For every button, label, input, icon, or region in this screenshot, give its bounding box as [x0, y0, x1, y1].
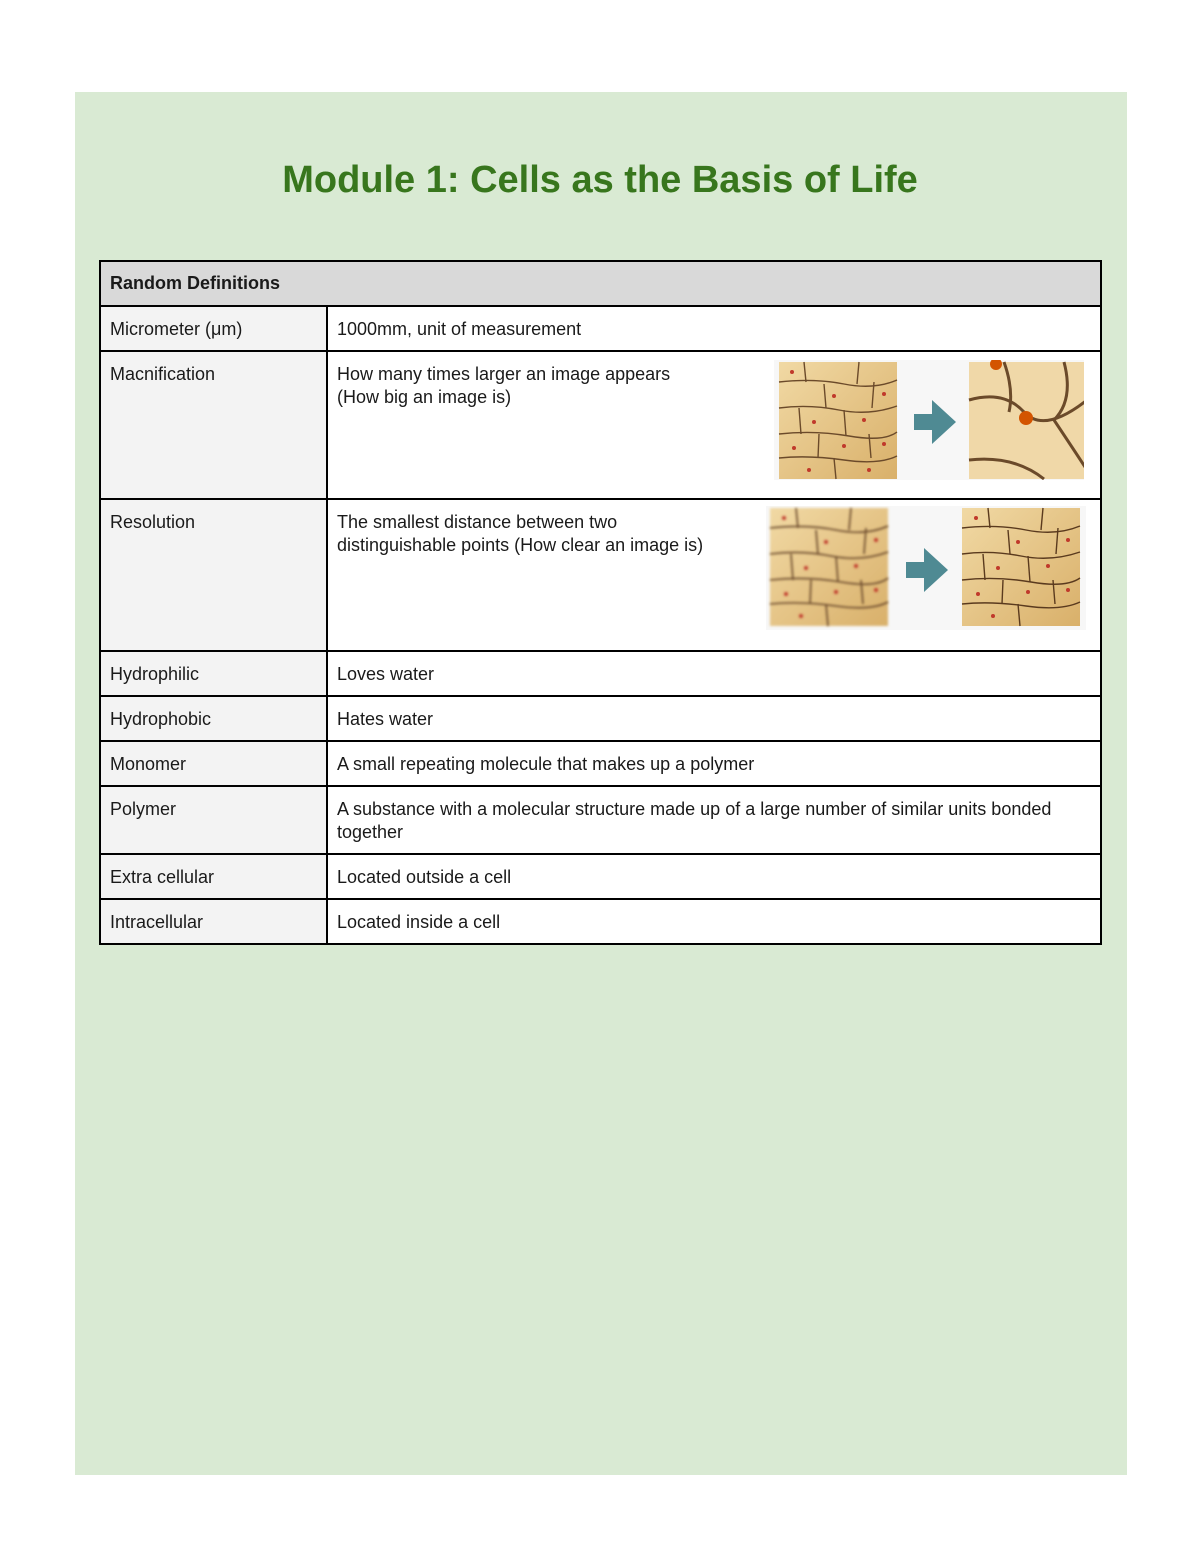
definition-line: How many times larger an image appears — [337, 364, 671, 384]
term-cell: Macnification — [100, 351, 327, 499]
page-title: Module 1: Cells as the Basis of Life — [282, 159, 918, 201]
term-cell: Resolution — [100, 499, 327, 651]
table-row — [100, 651, 1101, 696]
term-cell: Intracellular — [100, 899, 327, 944]
table-header-row — [100, 261, 1101, 306]
definition-cell: A substance with a molecular structure made up of a large number of similar units bonded together — [327, 786, 1101, 854]
definition-cell: Loves water — [327, 651, 1101, 696]
table-header: Random Definitions — [100, 261, 1101, 306]
table-row — [100, 854, 1101, 899]
table-row — [100, 899, 1101, 944]
definition-cell: A small repeating molecule that makes up a polymer — [327, 741, 1101, 786]
table-row — [100, 696, 1101, 741]
term-cell: Hydrophobic — [100, 696, 327, 741]
definition-line: (How big an image is) — [337, 387, 512, 407]
magnification-cells-icon — [774, 360, 1084, 480]
term-cell: Monomer — [100, 741, 327, 786]
term-cell: Polymer — [100, 786, 327, 854]
definition-cell: 1000mm, unit of measurement — [327, 306, 1101, 351]
definition-line: The smallest distance between two — [337, 512, 618, 532]
table-row — [100, 741, 1101, 786]
table-row — [100, 306, 1101, 351]
definitions-table — [99, 260, 1102, 945]
definition-cell: Located inside a cell — [327, 899, 1101, 944]
table-row — [100, 499, 1101, 651]
definition-cell: Hates water — [327, 696, 1101, 741]
definition-cell — [327, 351, 1101, 499]
term-cell: Micrometer (μm) — [100, 306, 327, 351]
resolution-cells-icon — [766, 506, 1086, 630]
table-row — [100, 786, 1101, 854]
table-row — [100, 351, 1101, 499]
term-cell: Extra cellular — [100, 854, 327, 899]
definition-line: distinguishable points (How clear an image is) — [337, 535, 704, 555]
definition-cell: Located outside a cell — [327, 854, 1101, 899]
term-cell: Hydrophilic — [100, 651, 327, 696]
definition-cell — [327, 499, 1101, 651]
